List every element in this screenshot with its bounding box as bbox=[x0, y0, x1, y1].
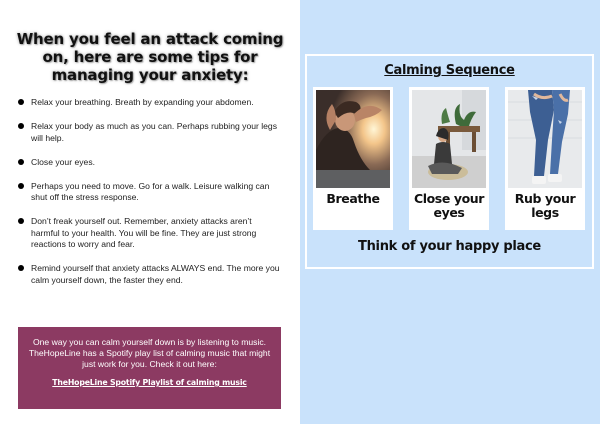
person-breathing-photo bbox=[316, 90, 390, 188]
card-label: Breathe bbox=[326, 191, 380, 206]
spotify-playlist-link[interactable]: TheHopeLine Spotify Playlist of calming music bbox=[52, 378, 247, 387]
calming-sequence-title: Calming Sequence bbox=[384, 63, 515, 78]
tips-heading: When you feel an attack coming on, here are some tips for managing your anxiety: bbox=[16, 30, 284, 84]
card-label: Close your eyes bbox=[413, 191, 485, 220]
card-close-eyes bbox=[409, 87, 489, 230]
bullet-icon bbox=[18, 159, 24, 165]
bullet-icon bbox=[18, 123, 24, 129]
card-breathe bbox=[313, 87, 393, 230]
tip-item: Relax your breathing. Breath by expanding your abdomen. bbox=[18, 97, 280, 109]
tip-item: Relax your body as much as you can. Perhaps rubbing your legs will help. bbox=[18, 121, 280, 144]
bullet-icon bbox=[18, 99, 24, 105]
legs-jeans-photo bbox=[508, 90, 582, 188]
spotify-promo-box bbox=[18, 327, 281, 409]
card-label: Rub your legs bbox=[514, 191, 576, 220]
person-meditating-photo bbox=[412, 90, 486, 188]
bullet-icon bbox=[18, 265, 24, 271]
tip-item: Close your eyes. bbox=[18, 157, 280, 169]
card-rub-legs bbox=[505, 87, 585, 230]
happy-place-text: Think of your happy place bbox=[358, 239, 541, 254]
tip-item: Don’t freak yourself out. Remember, anxiety attacks aren’t harmful to your health. You will be fine. They are just strong reactions to worry and fear. bbox=[18, 216, 280, 251]
promo-text: One way you can calm yourself down is by listening to music. TheHopeLine has a Spotify play list of calming music that might just work for you. Check it out here: bbox=[28, 337, 271, 369]
calming-sequence-box bbox=[305, 54, 594, 269]
tip-item: Perhaps you need to move. Go for a walk. Leisure walking can shut off the stress response. bbox=[18, 181, 280, 204]
tip-item: Remind yourself that anxiety attacks ALWAYS end. The more you calm yourself down, the faster they end. bbox=[18, 263, 280, 286]
tips-list bbox=[18, 97, 280, 299]
bullet-icon bbox=[18, 183, 24, 189]
bullet-icon bbox=[18, 218, 24, 224]
